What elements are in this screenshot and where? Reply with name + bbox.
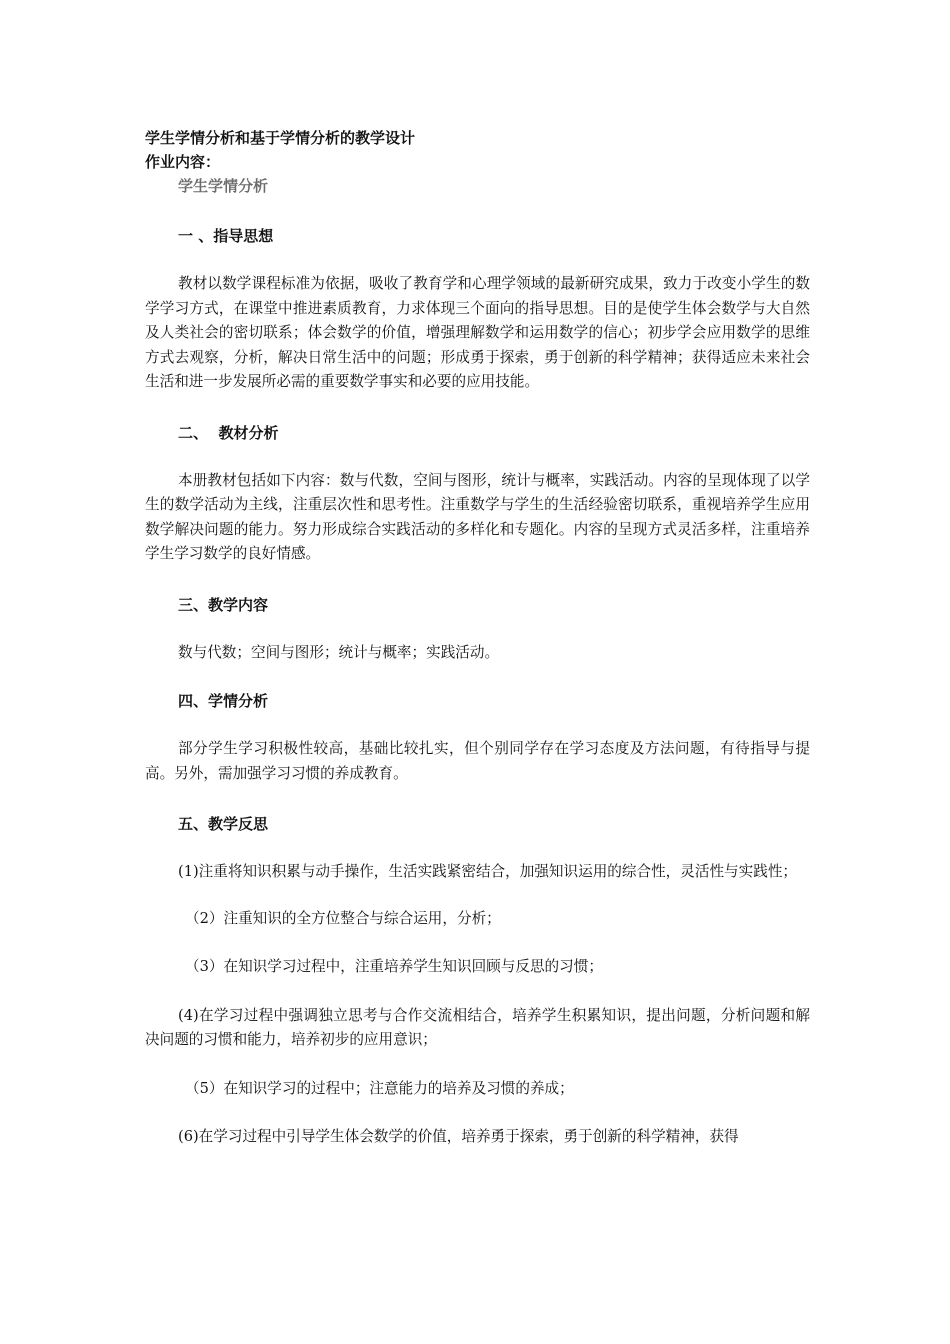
- reflection-item: (6)在学习过程中引导学生体会数学的价值，培养勇于探索，勇于创新的科学精神，获得: [178, 1128, 739, 1145]
- section-paragraph-teaching-content: 数与代数；空间与图形；统计与概率；实践活动。: [178, 643, 500, 661]
- section-heading-guiding-ideology: 一 、指导思想: [178, 227, 274, 245]
- document-subtitle: 学生学情分析: [178, 177, 269, 195]
- section-paragraph-student-analysis: 部分学生学习积极性较高，基础比较扎实，但个别同学存在学习态度及方法问题，有待指导与提高。另外，需加强学习习惯的养成教育。: [145, 740, 810, 782]
- section-paragraph-textbook-analysis: 本册教材包括如下内容：数与代数，空间与图形，统计与概率，实践活动。内容的呈现体现了以学生的数学活动为主线，注重层次性和思考性。注重数学与学生的生活经验密切联系，重视培养学生应用数学解决问题的能力。努力形成综合实践活动的多样化和专题化。内容的呈现方式灵活多样，注重培养学生学习数学的良好情感。: [145, 471, 810, 562]
- section-heading-student-analysis: 四、学情分析: [178, 692, 269, 710]
- document-title: 学生学情分析和基于学情分析的教学设计: [145, 129, 416, 147]
- reflection-item: （3）在知识学习过程中，注重培养学生知识回顾与反思的习惯；: [185, 958, 603, 975]
- section-heading-teaching-reflection: 五、教学反思: [178, 815, 269, 833]
- reflection-item: （5）在知识学习的过程中；注意能力的培养及习惯的养成；: [185, 1079, 574, 1097]
- reflection-item: (1)注重将知识积累与动手操作，生活实践紧密结合，加强知识运用的综合性，灵活性与实践性；: [178, 863, 798, 880]
- section-paragraph-guiding-ideology: 教材以数学课程标准为依据，吸收了教育学和心理学领域的最新研究成果，致力于改变小学生的数学学习方式，在课堂中推进素质教育，力求体现三个面向的指导思想。目的是使学生体会数学与大自然及人类社会的密切联系；体会数学的价值，增强理解数学和运用数学的信心；初步学会应用数学的思维方式去观察，分析，解决日常生活中的问题；形成勇于探索，勇于创新的科学精神；获得适应未来社会生活和进一步发展所必需的重要数学事实和必要的应用技能。: [145, 275, 810, 390]
- section-heading-textbook-analysis: 二、 教材分析: [178, 423, 279, 442]
- section-heading-teaching-content: 三、教学内容: [178, 595, 269, 614]
- reflection-item: (4)在学习过程中强调独立思考与合作交流相结合，培养学生积累知识，提出问题，分析问题和解决问题的习惯和能力，培养初步的应用意识；: [145, 1006, 810, 1048]
- document-body: [145, 126, 810, 1150]
- homework-label: 作业内容：: [145, 153, 221, 171]
- reflection-item: （2）注重知识的全方位整合与综合运用，分析；: [185, 909, 501, 927]
